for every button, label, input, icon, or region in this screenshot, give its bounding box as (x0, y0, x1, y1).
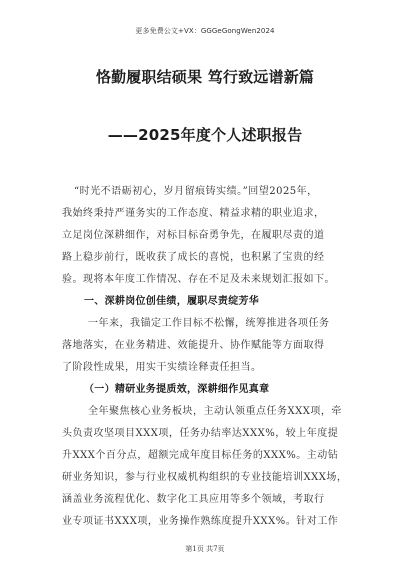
paragraph-line: 研业务知识，参与行业权威机构组织的专业技能培训XXX场， (62, 472, 348, 483)
paragraph-line: 验。现将本年度工作情况、存在不足及未来规划汇报如下。 (62, 274, 335, 285)
paragraph-line: 升XXX个百分点，超额完成年度目标任务的XXX%。主动钻 (62, 450, 339, 461)
document-body (0, 178, 410, 533)
paragraph-line: 全年聚焦核心业务板块，主动认领重点任务XXX项，牵 (88, 406, 342, 417)
document-title: 恪勤履职结硕果 笃行致远谱新篇 (95, 68, 315, 86)
subsection-heading: （一）精研业务提质效，深耕细作见真章 (84, 384, 270, 395)
document-subtitle: ——2025年度个人述职报告 (107, 126, 303, 144)
page-footer: 第1页 共7页 (185, 545, 225, 553)
paragraph-line: 我始终秉持严谨务实的工作态度、精益求精的职业追求， (62, 208, 325, 219)
paragraph-line: 头负责攻坚项目XXX项，任务办结率达XXX%，较上年度提 (62, 428, 339, 439)
paragraph-line: “时光不语砺初心，岁月留痕铸实绩。”回望2025年， (74, 186, 318, 197)
header-note: 更多免费公文+VX：GGGeGongWen2024 (135, 27, 275, 35)
paragraph-line: 路上稳步前行，既收获了成长的喜悦，也积累了宝贵的经 (62, 252, 325, 263)
paragraph-line: 涵盖业务流程优化、数字化工具应用等多个领域，考取行 (62, 494, 325, 505)
paragraph-line: 落地落实，在业务精进、效能提升、协作赋能等方面取得 (62, 340, 325, 351)
paragraph-line: 一年来，我锚定工作目标不松懈，统筹推进各项任务 (88, 318, 330, 329)
paragraph-line: 业专项证书XXX项，业务操作熟练度提升XXX%。针对工作 (62, 516, 339, 527)
paragraph-line: 了阶段性成果，用实干实绩诠释责任担当。 (62, 362, 262, 373)
paragraph-line: 立足岗位深耕细作，对标目标奋勇争先，在履职尽责的道 (62, 230, 325, 241)
section-heading: 一、深耕岗位创佳绩，履职尽责绽芳华 (84, 296, 260, 307)
